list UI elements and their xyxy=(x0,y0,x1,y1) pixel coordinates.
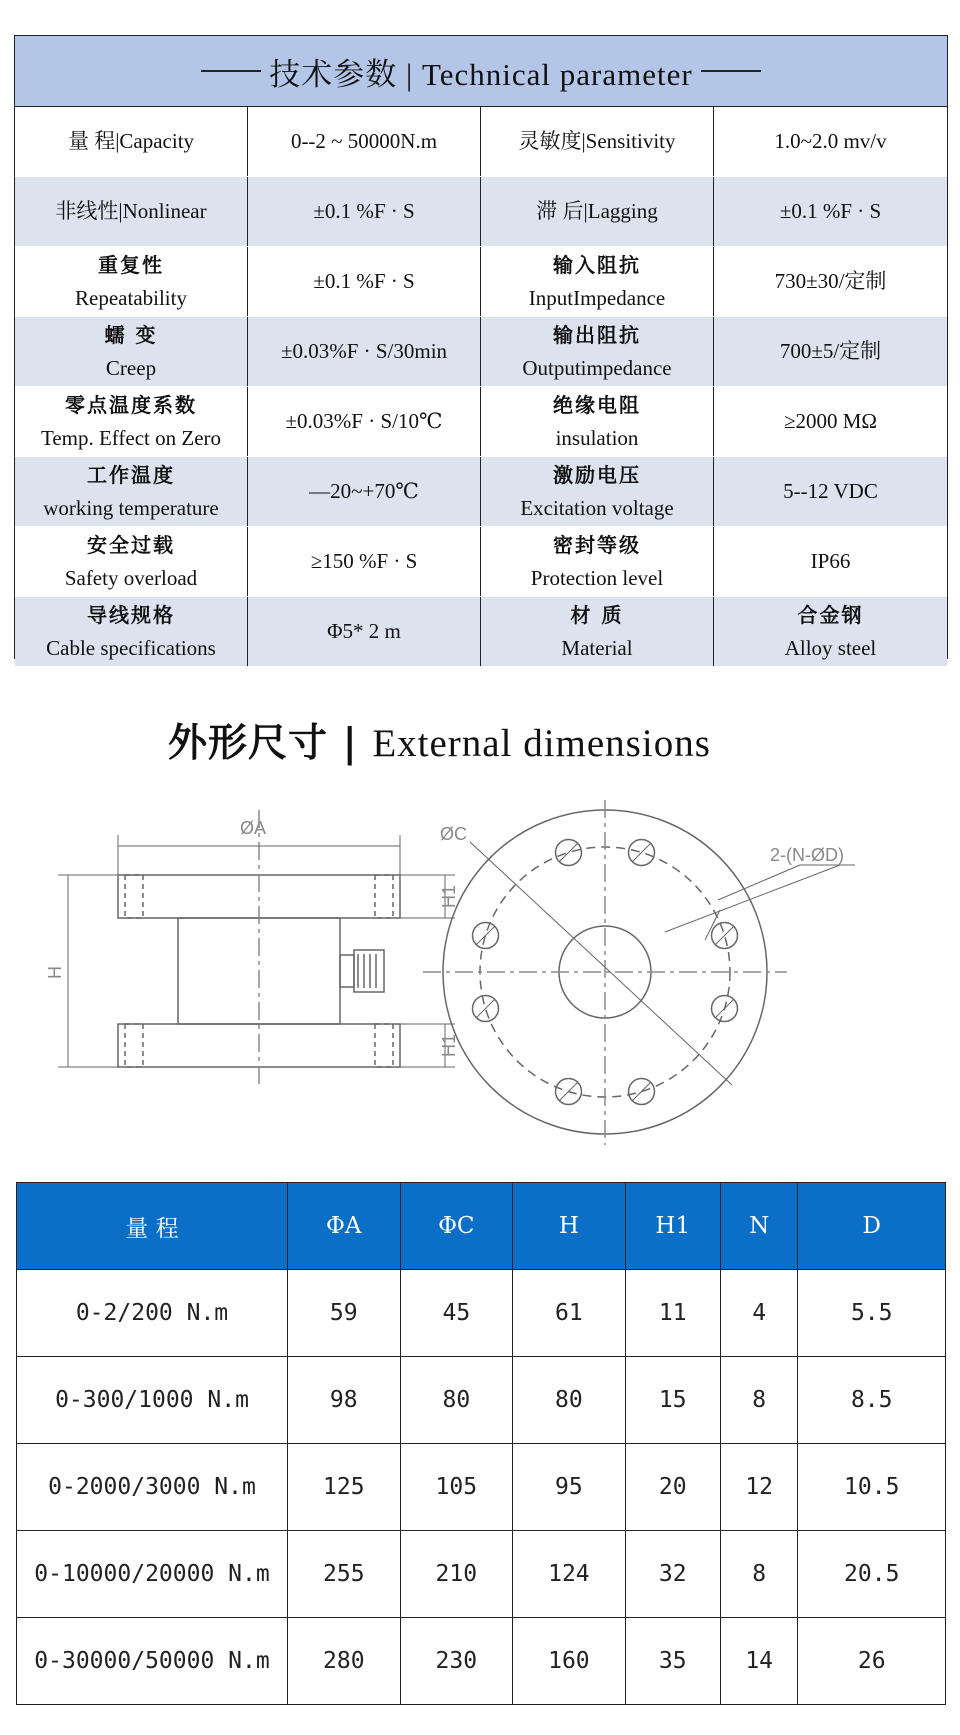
table-cell: 59 xyxy=(288,1270,401,1357)
parameter-text: 蠕 变 xyxy=(104,322,158,347)
column-header: ΦA xyxy=(288,1183,401,1270)
table-cell: 8 xyxy=(720,1357,798,1444)
table-cell: 98 xyxy=(288,1357,401,1444)
side-view xyxy=(58,810,455,1085)
parameter-text: 材 质 xyxy=(570,602,624,627)
parameter-value: ±0.03%F · S/10℃ xyxy=(285,409,443,433)
table-cell: 95 xyxy=(513,1444,626,1531)
parameter-text: Material xyxy=(561,635,633,660)
parameter-text: 重复性 xyxy=(98,252,164,277)
table-cell: 45 xyxy=(400,1270,513,1357)
table-cell: 0-30000/50000 N.m xyxy=(17,1618,288,1705)
table-cell: 26 xyxy=(798,1618,946,1705)
dia-c-leader xyxy=(470,842,732,1085)
table-body xyxy=(15,107,947,666)
table-cell: 10.5 xyxy=(798,1444,946,1531)
table-row xyxy=(17,1531,946,1618)
parameter-cell xyxy=(15,247,248,316)
parameter-text: 绝缘电阻 xyxy=(553,392,641,417)
table-row xyxy=(17,1270,946,1357)
parameter-row xyxy=(15,597,947,666)
parameter-row xyxy=(15,527,947,597)
table-title: 技术参数 | Technical parameter xyxy=(269,56,693,92)
table-cell: 0-2/200 N.m xyxy=(17,1270,288,1357)
parameter-cell xyxy=(481,527,714,596)
table-row xyxy=(17,1444,946,1531)
table-row xyxy=(17,1357,946,1444)
parameter-text: 输出阻抗 xyxy=(553,322,641,347)
parameter-value: —20~+70℃ xyxy=(309,479,419,503)
parameter-value: IP66 xyxy=(810,549,851,573)
header-dash-left xyxy=(201,70,261,72)
table-cell: 210 xyxy=(400,1531,513,1618)
label-h: H xyxy=(45,966,65,979)
parameter-row xyxy=(15,387,947,457)
parameter-value: ±0.03%F · S/30min xyxy=(280,339,448,363)
table-cell: 80 xyxy=(513,1357,626,1444)
dimensions-heading xyxy=(168,712,711,768)
parameter-cell xyxy=(481,387,714,456)
parameter-cell xyxy=(481,317,714,386)
parameter-text: insulation xyxy=(555,425,639,450)
column-header: H1 xyxy=(625,1183,720,1270)
table-cell: 124 xyxy=(513,1531,626,1618)
parameter-text: Excitation voltage xyxy=(520,495,674,520)
parameter-cell xyxy=(481,177,714,246)
label-c: ØC xyxy=(440,824,467,844)
table-cell: 280 xyxy=(288,1618,401,1705)
table-cell: 125 xyxy=(288,1444,401,1531)
parameter-text: 激励电压 xyxy=(553,462,641,487)
parameter-cell xyxy=(248,107,481,176)
table-cell: 80 xyxy=(400,1357,513,1444)
table-cell: 255 xyxy=(288,1531,401,1618)
parameter-text: working temperature xyxy=(43,495,219,520)
parameter-cell xyxy=(481,247,714,316)
column-header: D xyxy=(798,1183,946,1270)
parameter-text: 非线性|Nonlinear xyxy=(55,199,207,223)
parameter-cell xyxy=(15,177,248,246)
parameter-value: 730±30/定制 xyxy=(774,269,887,293)
dimensions-heading-zh: 外形尺寸 | xyxy=(168,720,358,766)
parameter-text: 工作温度 xyxy=(87,462,175,487)
technical-parameter-table xyxy=(14,35,948,659)
parameter-text: Protection level xyxy=(530,565,664,590)
column-header: N xyxy=(720,1183,798,1270)
parameter-cell xyxy=(15,317,248,386)
column-header: H xyxy=(513,1183,626,1270)
dimensions-header-row xyxy=(17,1183,946,1270)
table-header xyxy=(15,36,947,107)
parameter-cell xyxy=(15,597,248,666)
table-cell: 0-2000/3000 N.m xyxy=(17,1444,288,1531)
table-cell: 8 xyxy=(720,1531,798,1618)
parameter-value: ±0.1 %F · S xyxy=(313,199,415,223)
parameter-text: Repeatability xyxy=(75,285,187,310)
parameter-cell xyxy=(248,597,481,666)
column-header: 量 程 xyxy=(17,1183,288,1270)
parameter-text: Temp. Effect on Zero xyxy=(40,425,222,450)
parameter-cell xyxy=(714,247,947,316)
parameter-value: ≥150 %F · S xyxy=(310,549,418,573)
label-holes: 2-(N-ØD) xyxy=(770,845,844,865)
parameter-text: 滞 后|Lagging xyxy=(536,199,658,223)
column-header: ΦC xyxy=(400,1183,513,1270)
parameter-cell xyxy=(15,107,248,176)
parameter-cell xyxy=(481,457,714,526)
parameter-cell xyxy=(248,457,481,526)
dimensions-heading-en: External dimensions xyxy=(372,722,711,765)
parameter-text: 输入阻抗 xyxy=(553,252,641,277)
parameter-text: Cable specifications xyxy=(46,635,216,660)
parameter-value: ≥2000 MΩ xyxy=(783,409,878,433)
parameter-text: InputImpedance xyxy=(528,285,666,310)
parameter-text: Alloy steel xyxy=(784,635,877,660)
parameter-cell xyxy=(15,527,248,596)
parameter-value: ±0.1 %F · S xyxy=(779,199,882,223)
parameter-cell xyxy=(248,527,481,596)
dimensions-table xyxy=(16,1182,946,1705)
parameter-text: 安全过载 xyxy=(87,532,175,557)
dimensions-body xyxy=(17,1270,946,1705)
parameter-row xyxy=(15,177,947,247)
parameter-cell xyxy=(481,107,714,176)
table-cell: 4 xyxy=(720,1270,798,1357)
table-cell: 14 xyxy=(720,1618,798,1705)
table-cell: 35 xyxy=(625,1618,720,1705)
parameter-cell xyxy=(15,387,248,456)
table-cell: 20 xyxy=(625,1444,720,1531)
parameter-cell xyxy=(714,317,947,386)
parameter-row xyxy=(15,107,947,177)
parameter-value: Φ5* 2 m xyxy=(327,619,401,643)
parameter-text: Outputimpedance xyxy=(522,355,672,380)
parameter-cell xyxy=(714,457,947,526)
parameter-text: 量 程|Capacity xyxy=(67,129,195,153)
parameter-text: 密封等级 xyxy=(553,532,641,557)
parameter-cell xyxy=(714,107,947,176)
dimension-drawing xyxy=(40,780,920,1160)
connector xyxy=(340,955,354,987)
parameter-value: 0--2 ~ 50000N.m xyxy=(290,129,438,153)
label-h1-bottom: H1 xyxy=(439,1033,459,1057)
label-a: ØA xyxy=(240,818,267,838)
table-cell: 61 xyxy=(513,1270,626,1357)
table-cell: 15 xyxy=(625,1357,720,1444)
parameter-text: 灵敏度|Sensitivity xyxy=(518,129,676,153)
table-cell: 20.5 xyxy=(798,1531,946,1618)
parameter-text: Creep xyxy=(105,355,157,380)
parameter-cell xyxy=(714,527,947,596)
parameter-value: ±0.1 %F · S xyxy=(313,269,415,293)
parameter-cell xyxy=(15,457,248,526)
table-cell: 0-300/1000 N.m xyxy=(17,1357,288,1444)
table-cell: 105 xyxy=(400,1444,513,1531)
table-cell: 32 xyxy=(625,1531,720,1618)
parameter-row xyxy=(15,247,947,317)
parameter-value: 700±5/定制 xyxy=(779,339,882,363)
parameter-cell xyxy=(481,597,714,666)
parameter-cell xyxy=(248,387,481,456)
parameter-text: 零点温度系数 xyxy=(65,392,197,417)
parameter-value: 1.0~2.0 mv/v xyxy=(774,129,887,153)
parameter-cell xyxy=(248,177,481,246)
table-cell: 11 xyxy=(625,1270,720,1357)
table-row xyxy=(17,1618,946,1705)
parameter-cell xyxy=(714,387,947,456)
parameter-text: Safety overload xyxy=(64,565,198,590)
parameter-cell xyxy=(714,177,947,246)
parameter-cell xyxy=(714,597,947,666)
parameter-cell xyxy=(248,317,481,386)
table-cell: 8.5 xyxy=(798,1357,946,1444)
parameter-cell xyxy=(248,247,481,316)
parameter-text: 导线规格 xyxy=(87,602,175,627)
parameter-text: 合金钢 xyxy=(797,602,864,627)
table-cell: 12 xyxy=(720,1444,798,1531)
header-dash-right xyxy=(701,70,761,72)
parameter-row xyxy=(15,457,947,527)
table-cell: 5.5 xyxy=(798,1270,946,1357)
table-cell: 230 xyxy=(400,1618,513,1705)
label-h1-top: H1 xyxy=(439,884,459,908)
parameter-value: 5--12 VDC xyxy=(783,479,878,503)
table-cell: 160 xyxy=(513,1618,626,1705)
parameter-row xyxy=(15,317,947,387)
table-cell: 0-10000/20000 N.m xyxy=(17,1531,288,1618)
